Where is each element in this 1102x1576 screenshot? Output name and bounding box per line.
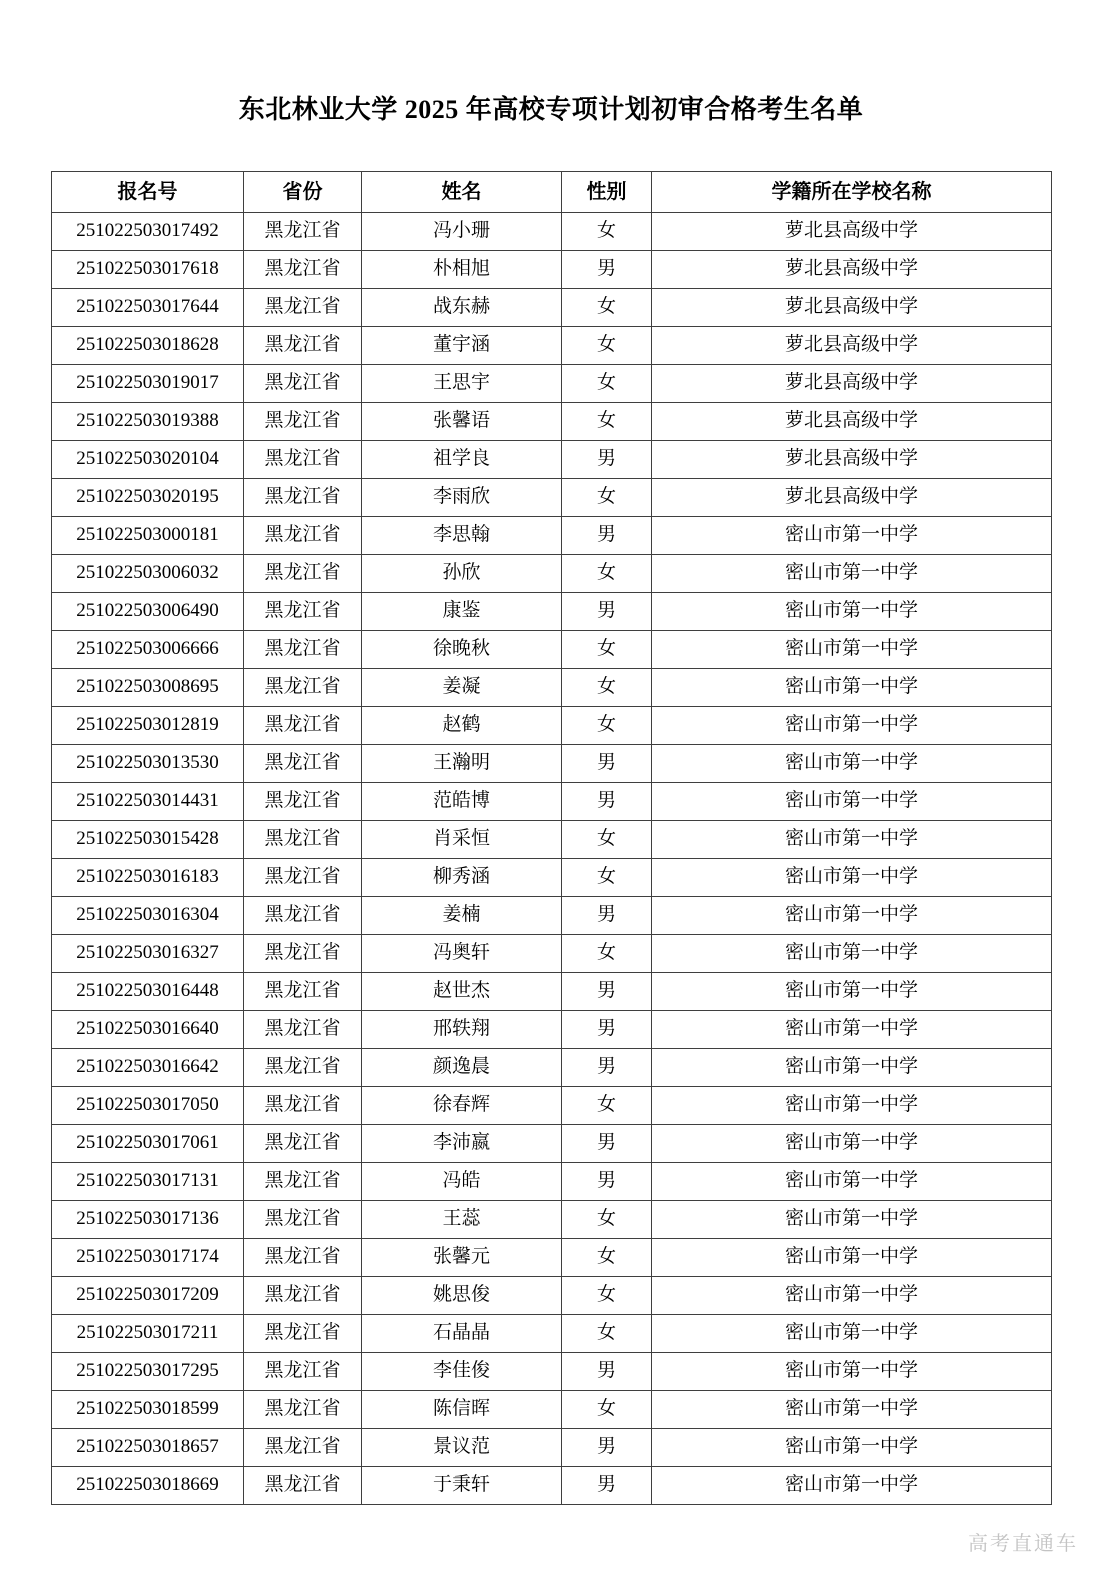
- cell-school: 密山市第一中学: [652, 934, 1052, 972]
- cell-gender: 女: [562, 630, 652, 668]
- cell-registration-number: 251022503017174: [52, 1238, 244, 1276]
- table-row: [52, 1048, 1052, 1086]
- cell-gender: 女: [562, 326, 652, 364]
- cell-province: 黑龙江省: [244, 1352, 362, 1390]
- cell-name: 李沛嬴: [362, 1124, 562, 1162]
- table-row: [52, 668, 1052, 706]
- cell-name: 冯奥轩: [362, 934, 562, 972]
- cell-gender: 女: [562, 858, 652, 896]
- cell-name: 康鉴: [362, 592, 562, 630]
- cell-registration-number: 251022503018669: [52, 1466, 244, 1504]
- table-row: [52, 1428, 1052, 1466]
- cell-gender: 女: [562, 1200, 652, 1238]
- cell-registration-number: 251022503000181: [52, 516, 244, 554]
- table-row: [52, 706, 1052, 744]
- cell-registration-number: 251022503017618: [52, 250, 244, 288]
- cell-school: 密山市第一中学: [652, 972, 1052, 1010]
- table-row: [52, 820, 1052, 858]
- roster-table: [51, 171, 1052, 1505]
- cell-gender: 男: [562, 1010, 652, 1048]
- cell-name: 肖采恒: [362, 820, 562, 858]
- table-row: [52, 516, 1052, 554]
- cell-province: 黑龙江省: [244, 326, 362, 364]
- cell-name: 石晶晶: [362, 1314, 562, 1352]
- cell-registration-number: 251022503017061: [52, 1124, 244, 1162]
- cell-gender: 男: [562, 592, 652, 630]
- cell-name: 赵世杰: [362, 972, 562, 1010]
- cell-province: 黑龙江省: [244, 706, 362, 744]
- cell-school: 密山市第一中学: [652, 1086, 1052, 1124]
- cell-gender: 女: [562, 288, 652, 326]
- cell-gender: 男: [562, 1048, 652, 1086]
- cell-school: 密山市第一中学: [652, 820, 1052, 858]
- cell-school: 密山市第一中学: [652, 554, 1052, 592]
- cell-name: 孙欣: [362, 554, 562, 592]
- cell-registration-number: 251022503020104: [52, 440, 244, 478]
- table-row: [52, 1124, 1052, 1162]
- cell-province: 黑龙江省: [244, 592, 362, 630]
- cell-province: 黑龙江省: [244, 744, 362, 782]
- cell-province: 黑龙江省: [244, 1200, 362, 1238]
- table-body: [52, 212, 1052, 1504]
- roster-table-container: [51, 145, 1051, 1505]
- table-row: [52, 364, 1052, 402]
- cell-name: 邢轶翔: [362, 1010, 562, 1048]
- cell-school: 萝北县高级中学: [652, 250, 1052, 288]
- cell-province: 黑龙江省: [244, 440, 362, 478]
- column-header-name: 姓名: [362, 171, 562, 212]
- cell-gender: 男: [562, 972, 652, 1010]
- table-row: [52, 1010, 1052, 1048]
- cell-school: 密山市第一中学: [652, 1276, 1052, 1314]
- table-row: [52, 212, 1052, 250]
- cell-name: 王思宇: [362, 364, 562, 402]
- cell-registration-number: 251022503017492: [52, 212, 244, 250]
- cell-gender: 男: [562, 744, 652, 782]
- cell-gender: 男: [562, 1428, 652, 1466]
- table-row: [52, 744, 1052, 782]
- cell-name: 颜逸晨: [362, 1048, 562, 1086]
- cell-school: 密山市第一中学: [652, 744, 1052, 782]
- cell-gender: 女: [562, 668, 652, 706]
- cell-school: 密山市第一中学: [652, 1124, 1052, 1162]
- cell-name: 朴相旭: [362, 250, 562, 288]
- cell-province: 黑龙江省: [244, 782, 362, 820]
- cell-registration-number: 251022503017136: [52, 1200, 244, 1238]
- cell-province: 黑龙江省: [244, 1010, 362, 1048]
- cell-name: 范皓博: [362, 782, 562, 820]
- cell-province: 黑龙江省: [244, 896, 362, 934]
- column-header-registration-number: 报名号: [52, 171, 244, 212]
- cell-registration-number: 251022503017644: [52, 288, 244, 326]
- column-header-gender: 性别: [562, 171, 652, 212]
- cell-province: 黑龙江省: [244, 1428, 362, 1466]
- cell-province: 黑龙江省: [244, 1390, 362, 1428]
- cell-registration-number: 251022503018599: [52, 1390, 244, 1428]
- cell-name: 王瀚明: [362, 744, 562, 782]
- table-row: [52, 326, 1052, 364]
- cell-name: 张馨语: [362, 402, 562, 440]
- cell-name: 徐晚秋: [362, 630, 562, 668]
- cell-registration-number: 251022503015428: [52, 820, 244, 858]
- table-row: [52, 630, 1052, 668]
- cell-school: 萝北县高级中学: [652, 364, 1052, 402]
- cell-name: 陈信晖: [362, 1390, 562, 1428]
- cell-registration-number: 251022503019017: [52, 364, 244, 402]
- cell-gender: 男: [562, 440, 652, 478]
- cell-school: 密山市第一中学: [652, 782, 1052, 820]
- cell-name: 董宇涵: [362, 326, 562, 364]
- cell-school: 密山市第一中学: [652, 1010, 1052, 1048]
- cell-name: 于秉轩: [362, 1466, 562, 1504]
- cell-province: 黑龙江省: [244, 402, 362, 440]
- cell-name: 姜楠: [362, 896, 562, 934]
- cell-registration-number: 251022503013530: [52, 744, 244, 782]
- cell-gender: 男: [562, 1466, 652, 1504]
- table-row: [52, 934, 1052, 972]
- cell-name: 姜凝: [362, 668, 562, 706]
- cell-school: 萝北县高级中学: [652, 440, 1052, 478]
- table-row: [52, 1238, 1052, 1276]
- cell-name: 赵鹤: [362, 706, 562, 744]
- cell-gender: 女: [562, 1314, 652, 1352]
- cell-name: 景议范: [362, 1428, 562, 1466]
- cell-school: 密山市第一中学: [652, 668, 1052, 706]
- cell-school: 密山市第一中学: [652, 1238, 1052, 1276]
- cell-school: 密山市第一中学: [652, 706, 1052, 744]
- cell-name: 李佳俊: [362, 1352, 562, 1390]
- cell-school: 密山市第一中学: [652, 1428, 1052, 1466]
- cell-name: 王蕊: [362, 1200, 562, 1238]
- cell-registration-number: 251022503008695: [52, 668, 244, 706]
- cell-gender: 女: [562, 1276, 652, 1314]
- page-title: 东北林业大学 2025 年高校专项计划初审合格考生名单: [238, 95, 864, 125]
- cell-gender: 女: [562, 820, 652, 858]
- cell-school: 密山市第一中学: [652, 858, 1052, 896]
- table-row: [52, 1200, 1052, 1238]
- cell-registration-number: 251022503016642: [52, 1048, 244, 1086]
- cell-name: 徐春辉: [362, 1086, 562, 1124]
- cell-province: 黑龙江省: [244, 630, 362, 668]
- cell-gender: 女: [562, 706, 652, 744]
- cell-province: 黑龙江省: [244, 668, 362, 706]
- table-row: [52, 250, 1052, 288]
- cell-school: 密山市第一中学: [652, 1466, 1052, 1504]
- cell-school: 密山市第一中学: [652, 630, 1052, 668]
- cell-registration-number: 251022503016640: [52, 1010, 244, 1048]
- table-row: [52, 440, 1052, 478]
- table-row: [52, 1390, 1052, 1428]
- cell-registration-number: 251022503012819: [52, 706, 244, 744]
- table-row: [52, 1466, 1052, 1504]
- cell-school: 密山市第一中学: [652, 1390, 1052, 1428]
- table-row: [52, 592, 1052, 630]
- cell-province: 黑龙江省: [244, 820, 362, 858]
- cell-province: 黑龙江省: [244, 212, 362, 250]
- cell-name: 冯皓: [362, 1162, 562, 1200]
- cell-name: 冯小珊: [362, 212, 562, 250]
- cell-province: 黑龙江省: [244, 858, 362, 896]
- table-header: [52, 171, 1052, 212]
- cell-gender: 男: [562, 1162, 652, 1200]
- cell-province: 黑龙江省: [244, 972, 362, 1010]
- cell-name: 柳秀涵: [362, 858, 562, 896]
- cell-name: 祖学良: [362, 440, 562, 478]
- table-row: [52, 402, 1052, 440]
- cell-province: 黑龙江省: [244, 1314, 362, 1352]
- cell-registration-number: 251022503017131: [52, 1162, 244, 1200]
- cell-province: 黑龙江省: [244, 516, 362, 554]
- cell-province: 黑龙江省: [244, 250, 362, 288]
- cell-gender: 男: [562, 516, 652, 554]
- cell-registration-number: 251022503017295: [52, 1352, 244, 1390]
- cell-gender: 女: [562, 554, 652, 592]
- cell-province: 黑龙江省: [244, 1048, 362, 1086]
- cell-province: 黑龙江省: [244, 288, 362, 326]
- cell-school: 萝北县高级中学: [652, 288, 1052, 326]
- table-row: [52, 972, 1052, 1010]
- cell-registration-number: 251022503019388: [52, 402, 244, 440]
- cell-registration-number: 251022503017209: [52, 1276, 244, 1314]
- cell-gender: 女: [562, 934, 652, 972]
- cell-registration-number: 251022503017211: [52, 1314, 244, 1352]
- cell-school: 萝北县高级中学: [652, 478, 1052, 516]
- cell-province: 黑龙江省: [244, 478, 362, 516]
- cell-gender: 女: [562, 1086, 652, 1124]
- table-row: [52, 1276, 1052, 1314]
- cell-registration-number: 251022503006490: [52, 592, 244, 630]
- cell-school: 密山市第一中学: [652, 516, 1052, 554]
- table-row: [52, 1352, 1052, 1390]
- cell-registration-number: 251022503018628: [52, 326, 244, 364]
- cell-name: 张馨元: [362, 1238, 562, 1276]
- cell-registration-number: 251022503014431: [52, 782, 244, 820]
- cell-school: 密山市第一中学: [652, 896, 1052, 934]
- cell-province: 黑龙江省: [244, 934, 362, 972]
- cell-gender: 女: [562, 1238, 652, 1276]
- cell-school: 萝北县高级中学: [652, 212, 1052, 250]
- cell-name: 姚思俊: [362, 1276, 562, 1314]
- watermark: 高考直通车: [968, 1533, 1078, 1556]
- cell-province: 黑龙江省: [244, 1276, 362, 1314]
- table-row: [52, 858, 1052, 896]
- cell-gender: 男: [562, 1124, 652, 1162]
- table-row: [52, 288, 1052, 326]
- cell-gender: 男: [562, 782, 652, 820]
- cell-registration-number: 251022503006666: [52, 630, 244, 668]
- cell-school: 密山市第一中学: [652, 1200, 1052, 1238]
- cell-school: 密山市第一中学: [652, 1162, 1052, 1200]
- table-row: [52, 1086, 1052, 1124]
- cell-registration-number: 251022503016327: [52, 934, 244, 972]
- table-row: [52, 1162, 1052, 1200]
- cell-gender: 女: [562, 478, 652, 516]
- table-row: [52, 554, 1052, 592]
- column-header-province: 省份: [244, 171, 362, 212]
- cell-registration-number: 251022503016304: [52, 896, 244, 934]
- cell-registration-number: 251022503016183: [52, 858, 244, 896]
- cell-province: 黑龙江省: [244, 1466, 362, 1504]
- cell-registration-number: 251022503018657: [52, 1428, 244, 1466]
- cell-gender: 女: [562, 402, 652, 440]
- cell-name: 李雨欣: [362, 478, 562, 516]
- cell-province: 黑龙江省: [244, 1238, 362, 1276]
- document-page: [0, 17, 1102, 1576]
- table-row: [52, 478, 1052, 516]
- cell-name: 战东赫: [362, 288, 562, 326]
- cell-registration-number: 251022503016448: [52, 972, 244, 1010]
- cell-school: 萝北县高级中学: [652, 402, 1052, 440]
- cell-registration-number: 251022503020195: [52, 478, 244, 516]
- cell-province: 黑龙江省: [244, 1162, 362, 1200]
- cell-registration-number: 251022503017050: [52, 1086, 244, 1124]
- cell-province: 黑龙江省: [244, 554, 362, 592]
- table-row: [52, 782, 1052, 820]
- cell-school: 密山市第一中学: [652, 592, 1052, 630]
- cell-gender: 女: [562, 364, 652, 402]
- cell-name: 李思翰: [362, 516, 562, 554]
- cell-registration-number: 251022503006032: [52, 554, 244, 592]
- cell-school: 萝北县高级中学: [652, 326, 1052, 364]
- cell-school: 密山市第一中学: [652, 1048, 1052, 1086]
- cell-gender: 女: [562, 1390, 652, 1428]
- column-header-school: 学籍所在学校名称: [652, 171, 1052, 212]
- table-row: [52, 896, 1052, 934]
- cell-school: 密山市第一中学: [652, 1314, 1052, 1352]
- table-row: [52, 1314, 1052, 1352]
- table-header-row: [52, 171, 1052, 212]
- cell-gender: 男: [562, 1352, 652, 1390]
- cell-province: 黑龙江省: [244, 1124, 362, 1162]
- cell-gender: 男: [562, 896, 652, 934]
- cell-province: 黑龙江省: [244, 1086, 362, 1124]
- cell-gender: 男: [562, 250, 652, 288]
- cell-gender: 女: [562, 212, 652, 250]
- cell-province: 黑龙江省: [244, 364, 362, 402]
- cell-school: 密山市第一中学: [652, 1352, 1052, 1390]
